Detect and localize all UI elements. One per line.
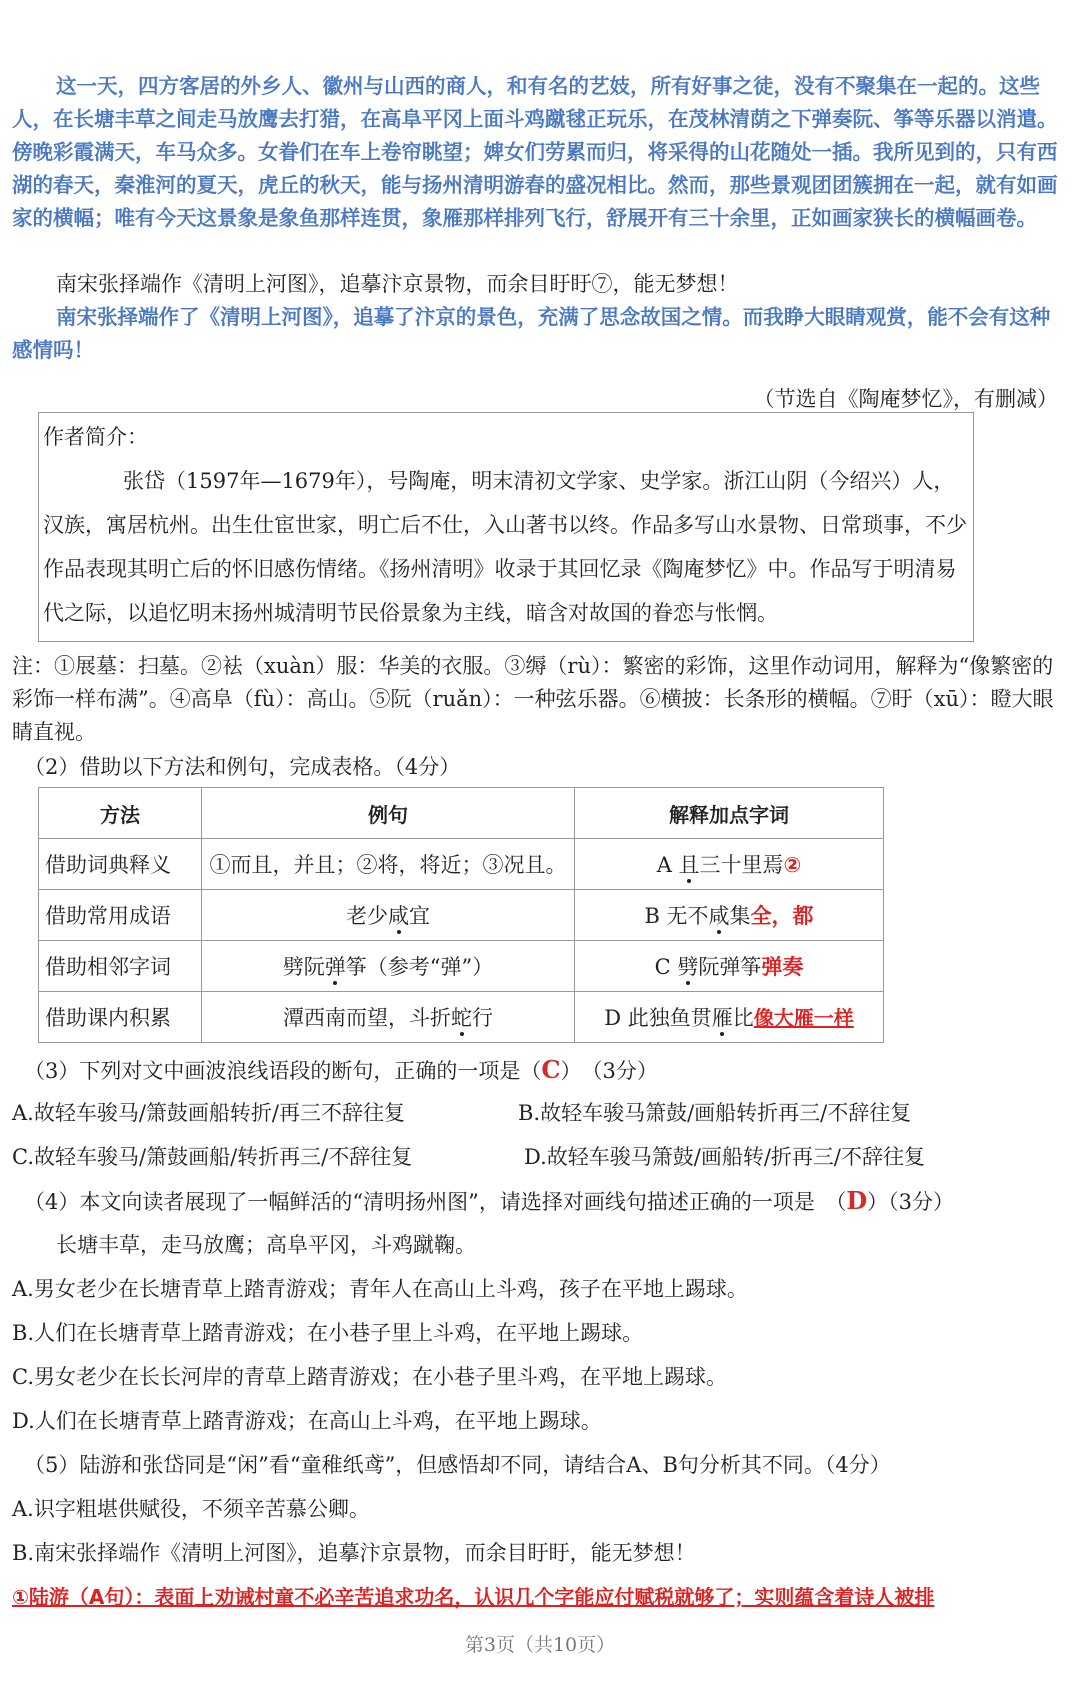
q4-option-c: C.男女老少在长长河岸的青草上踏青游戏；在小巷子里斗鸡，在平地上踢球。 bbox=[12, 1365, 727, 1389]
answer-text: ② bbox=[783, 853, 802, 877]
q5-sentence-a: A.识字粗堪供赋役，不须辛苦慕公卿。 bbox=[12, 1497, 370, 1521]
method-cell: 借助相邻字词 bbox=[39, 941, 202, 992]
q4-prompt: （4）本文向读者展现了一幅鲜活的“清明扬州图”，请选择对画线句描述正确的一项是 （D）（3分） bbox=[24, 1186, 955, 1215]
header-explain: 解释加点字词 bbox=[575, 788, 884, 839]
dotted-char: 蛇 bbox=[451, 1006, 472, 1030]
footnotes: 注：①展墓：扫墓。②袪（xuàn）服：华美的衣服。③缛（rù）：繁密的彩饰，这里作动词用，解释为“像繁密的彩饰一样布满”。④高阜（fù）：高山。⑤阮（ruǎn）：一种弦乐器。⑥横披：长条形的横幅。⑦盱（xū）：瞪大眼睛直视。 bbox=[12, 654, 1054, 744]
table-row bbox=[39, 992, 884, 1043]
q3-answer: C bbox=[541, 1055, 561, 1084]
passage-source: （节选自《陶庵梦忆》，有删减） bbox=[753, 387, 1058, 411]
passage-original-2: 南宋张择端作《清明上河图》，追摹汴京景物，而余目盱盱⑦，能无梦想！ bbox=[56, 272, 739, 296]
example-cell: ①而且，并且；②将，将近；③况且。 bbox=[202, 839, 575, 890]
dotted-char: 且 bbox=[678, 853, 700, 877]
table-row bbox=[39, 890, 884, 941]
dotted-char: 咸 bbox=[388, 904, 409, 928]
q4-quote: 长塘丰草，走马放鹰；高阜平冈，斗鸡蹴鞠。 bbox=[56, 1233, 476, 1257]
dotted-char: 咸 bbox=[708, 904, 730, 928]
q5-answer: ①陆游（A句）：表面上劝诫村童不必辛苦追求功名，认识几个字能应付赋税就够了；实则蕴含着诗人被排 bbox=[12, 1585, 935, 1609]
q5-prompt: （5）陆游和张岱同是“闲”看“童稚纸鸢”，但感悟却不同，请结合A、B句分析其不同。（4分） bbox=[24, 1453, 891, 1477]
methods-table bbox=[38, 787, 884, 1043]
q3-option-b: B.故轻车骏马箫鼓/画船转折再三/不辞往复 bbox=[518, 1101, 912, 1125]
author-intro-box bbox=[38, 412, 974, 642]
answer-text: 像大雁一样 bbox=[753, 1006, 854, 1030]
method-cell: 借助词典释义 bbox=[39, 839, 202, 890]
q3-option-d: D.故轻车骏马箫鼓/画船转/折再三/不辞往复 bbox=[524, 1145, 925, 1169]
table-header-row bbox=[39, 788, 884, 839]
example-cell: 劈阮弹筝（参考“弹”） bbox=[202, 941, 575, 992]
dotted-char: 雁 bbox=[711, 1006, 733, 1030]
author-intro-body: 张岱（1597年—1679年），号陶庵，明末清初文学家、史学家。浙江山阴（今绍兴）人，汉族，寓居杭州。出生仕宦世家，明亡后不仕，入山著书以终。作品多写山水景物、日常琐事，不少作品表现其明亡后的怀旧感伤情绪。《扬州清明》收录于其回忆录《陶庵梦忆》中。作品写于明清易代之际，以追忆明末扬州城清明节民俗景象为主线，暗含对故国的眷恋与怅惘。 bbox=[43, 469, 967, 625]
header-method: 方法 bbox=[39, 788, 202, 839]
explain-cell: B 无不咸集全，都 bbox=[575, 890, 884, 941]
item-post: 三十里焉 bbox=[699, 853, 784, 877]
table-row bbox=[39, 839, 884, 890]
answer-text: 全，都 bbox=[750, 904, 814, 928]
item-pre: A bbox=[656, 853, 679, 877]
q4-answer: D bbox=[846, 1186, 868, 1215]
table-row bbox=[39, 941, 884, 992]
q4-option-b: B.人们在长塘青草上踏青游戏；在小巷子里上斗鸡，在平地上踢球。 bbox=[12, 1321, 644, 1345]
q4-option-a: A.男女老少在长塘青草上踏青游戏；青年人在高山上斗鸡，孩子在平地上踢球。 bbox=[12, 1277, 748, 1301]
passage-translation-1: 这一天，四方客居的外乡人、徽州与山西的商人，和有名的艺妓，所有好事之徒，没有不聚集在一起的。这些人，在长塘丰草之间走马放鹰去打猎，在高阜平冈上面斗鸡蹴毬正玩乐，在茂林清荫之下弹奏阮、筝等乐器以消遣。傍晚彩霞满天，车马众多。女眷们在车上卷帘眺望；婢女们劳累而归，将采得的山花随处一插。我所见到的，只有西湖的春天，秦淮河的夏天，虎丘的秋天，能与扬州清明游春的盛况相比。然而，那些景观团团簇拥在一起，就有如画家的横幅；唯有今天这景象是象鱼那样连贯，象雁那样排列飞行，舒展开有三十余里，正如画家狭长的横幅画卷。 bbox=[12, 74, 1058, 230]
header-example: 例句 bbox=[202, 788, 575, 839]
q4-option-d: D.人们在长塘青草上踏青游戏；在高山上斗鸡，在平地上踢球。 bbox=[12, 1409, 602, 1433]
dotted-char: 弹 bbox=[324, 955, 346, 979]
explain-cell: C 劈阮弹筝弹奏 bbox=[575, 941, 884, 992]
method-cell: 借助课内积累 bbox=[39, 992, 202, 1043]
explain-cell: D 此独鱼贯雁比像大雁一样 bbox=[575, 992, 884, 1043]
answer-text: 弹奏 bbox=[761, 955, 804, 979]
q3-option-a: A.故轻车骏马/箫鼓画船转折/再三不辞往复 bbox=[12, 1101, 405, 1125]
passage-translation-2: 南宋张择端作了《清明上河图》，追摹了汴京的景色，充满了思念故国之情。而我睁大眼睛观赏，能不会有这种感情吗！ bbox=[12, 305, 1051, 362]
explain-cell bbox=[575, 839, 884, 890]
example-cell: 潭西南而望，斗折蛇行 bbox=[202, 992, 575, 1043]
page-number: 第3页（共10页） bbox=[464, 1634, 616, 1656]
q3-option-c: C.故轻车骏马/箫鼓画船/转折再三/不辞往复 bbox=[12, 1145, 413, 1169]
q2-prompt: （2）借助以下方法和例句，完成表格。（4分） bbox=[24, 755, 461, 779]
method-cell: 借助常用成语 bbox=[39, 890, 202, 941]
q5-sentence-b: B.南宋张择端作《清明上河图》，追摹汴京景物，而余目盱盱，能无梦想！ bbox=[12, 1541, 696, 1565]
author-intro-heading: 作者简介： bbox=[43, 425, 148, 449]
q3-prompt: （3）下列对文中画波浪线语段的断句，正确的一项是（C） （3分） bbox=[24, 1055, 658, 1084]
dotted-char: 劈 bbox=[677, 955, 699, 979]
example-cell: 老少咸宜 bbox=[202, 890, 575, 941]
